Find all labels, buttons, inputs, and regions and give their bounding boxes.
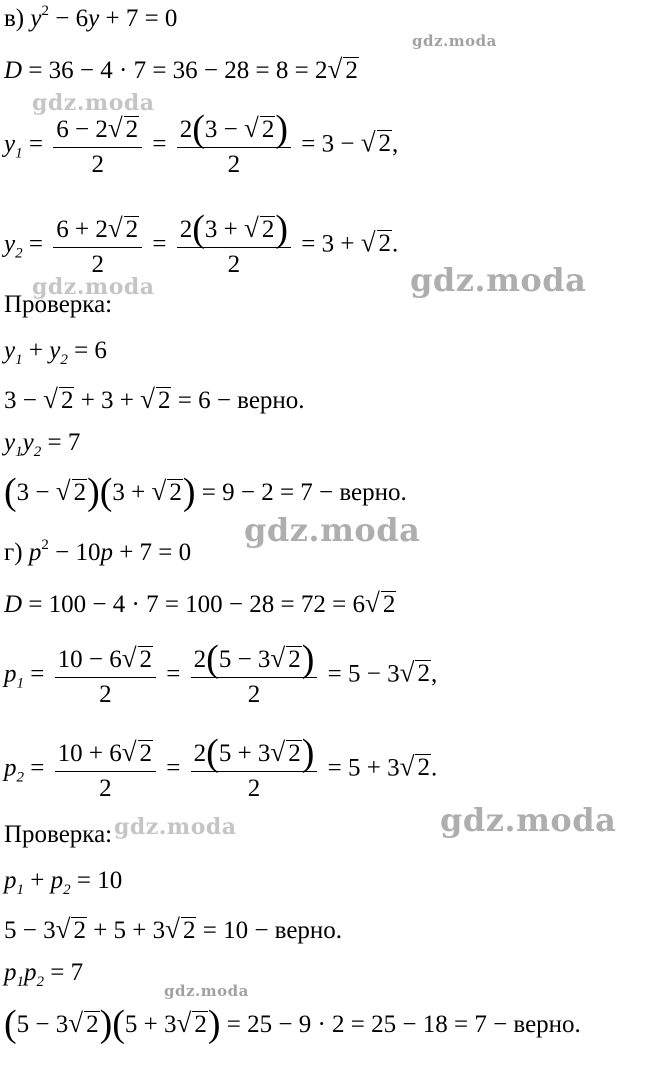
watermark: gdz.moda	[412, 32, 497, 50]
check4-g: (5 − 3√ 2)(5 + 3√ 2) = 25 − 9 · 2 = 25 − 18 = 7 − верно.	[4, 1003, 581, 1045]
part-label-v: в)	[4, 5, 25, 32]
root1-v: $y_1$ = $\frac{6 - 2√ 2}{2}$ = $\frac{2(3 - √ 2)}{2}$ = 3 − √ 2,	[4, 108, 399, 178]
watermark: gdz.moda	[244, 511, 421, 549]
root1-g: $p_1$ = $\frac{10 - 6√ 2}{2}$ = $\frac{2(5 - 3√ 2)}{2}$ = 5 − 3√ 2,	[4, 638, 438, 708]
equation-g: г) $p^2 - 10p + 7 = 0$	[4, 537, 192, 566]
part-label-g: г)	[4, 539, 23, 566]
check-title-g: Проверка:	[4, 821, 113, 848]
discriminant-g: D = 100 − 4 · 7 = 100 − 28 = 72 = 6√ 2	[4, 588, 396, 618]
equation-v: в) $y^2 - 6y + 7 = 0$	[4, 3, 178, 32]
check4-v: (3 − √ 2)(3 + √ 2) = 9 − 2 = 7 − верно.	[4, 471, 407, 513]
watermark: gdz.moda	[410, 261, 587, 299]
watermark: gdz.moda	[164, 982, 249, 1000]
watermark: gdz.moda	[114, 814, 237, 840]
root2-v: $y_2$ = $\frac{6 + 2√ 2}{2}$ = $\frac{2(3 + √ 2)}{2}$ = 3 + √ 2.	[4, 208, 399, 278]
check3-g: $p_1p_2 = 7$	[4, 959, 84, 990]
watermark: gdz.moda	[440, 801, 617, 839]
check2-v: 3 − √ 2 + 3 + √ 2 = 6 − верно.	[4, 384, 305, 414]
check1-g: $p_1 + p_2 = 10$	[4, 867, 123, 898]
check3-v: $y_1y_2 = 7$	[4, 429, 81, 460]
check1-v: $y_1 + y_2 = 6$	[4, 337, 107, 368]
check-title-v: Проверка:	[4, 291, 113, 318]
root2-g: $p_2$ = $\frac{10 + 6√ 2}{2}$ = $\frac{2(5 + 3√ 2)}{2}$ = 5 + 3√ 2.	[4, 732, 438, 802]
check2-g: 5 − 3√ 2 + 5 + 3√ 2 = 10 − верно.	[4, 914, 343, 944]
watermark: gdz.moda	[32, 90, 155, 116]
watermark: gdz.moda	[32, 274, 155, 300]
discriminant-v: D = 36 − 4 · 7 = 36 − 28 = 8 = 2√ 2	[4, 54, 358, 84]
